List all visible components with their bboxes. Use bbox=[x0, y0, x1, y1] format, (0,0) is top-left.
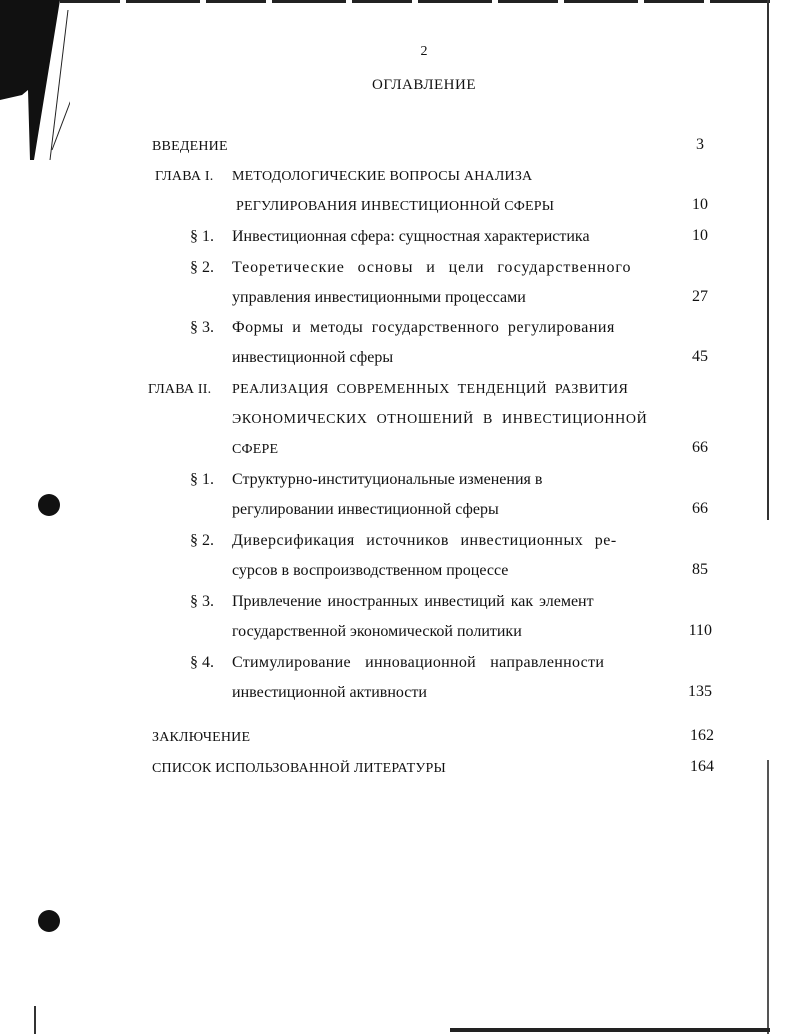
toc-ch2-sec1-line1: Структурно-институциональные изменения в bbox=[232, 471, 543, 488]
toc-ch1-sec1-line1: Инвестиционная сфера: сущностная характеристика bbox=[232, 228, 590, 245]
toc-ch2-sec2-line2: сурсов в воспроизводственном процессе bbox=[232, 562, 509, 579]
toc-conclusion-label: ЗАКЛЮЧЕНИЕ bbox=[152, 730, 251, 745]
toc-ch2-sec1-page: 66 bbox=[692, 500, 708, 517]
toc-ch1-sec3-page: 45 bbox=[692, 348, 708, 365]
toc-ch1-sec1-mark: § 1. bbox=[190, 228, 214, 245]
toc-chapter1-page: 10 bbox=[692, 196, 708, 213]
toc-ch1-sec3-line2: инвестиционной сферы bbox=[232, 349, 394, 366]
toc-ch2-sec4-line1: Стимулирование инновационной направленности bbox=[232, 654, 605, 671]
toc-ch2-sec3-page: 110 bbox=[688, 622, 712, 639]
toc-ch1-sec3-line1: Формы и методы государственного регулирования bbox=[232, 319, 615, 336]
toc-chapter1-title-line2: РЕГУЛИРОВАНИЯ ИНВЕСТИЦИОННОЙ СФЕРЫ bbox=[236, 199, 555, 214]
punch-hole-lower bbox=[38, 910, 60, 932]
toc-ch1-sec1-page: 10 bbox=[692, 227, 708, 244]
toc-ch1-sec2-line1: Теоретические основы и цели государственного bbox=[232, 259, 632, 276]
page-title: ОГЛАВЛЕНИЕ bbox=[372, 77, 476, 93]
toc-ch2-sec2-page: 85 bbox=[692, 561, 708, 578]
toc-references-page: 164 bbox=[690, 758, 714, 775]
toc-chapter1-title-line1: МЕТОДОЛОГИЧЕСКИЕ ВОПРОСЫ АНАЛИЗА bbox=[232, 169, 533, 184]
toc-chapter1-label: ГЛАВА I. bbox=[155, 169, 214, 184]
toc-ch2-sec4-page: 135 bbox=[688, 683, 712, 700]
page-number: 2 bbox=[420, 44, 428, 59]
toc-ch1-sec2-mark: § 2. bbox=[190, 259, 214, 276]
toc-ch2-sec4-mark: § 4. bbox=[190, 654, 214, 671]
scan-edge-bottom bbox=[450, 1028, 770, 1032]
toc-chapter2-label: ГЛАВА II. bbox=[148, 382, 212, 397]
toc-ch2-sec3-line1: Привлечение иностранных инвестиций как элемент bbox=[232, 593, 594, 610]
toc-ch2-sec1-line2: регулировании инвестиционной сферы bbox=[232, 501, 499, 518]
toc-ch2-sec3-mark: § 3. bbox=[190, 593, 214, 610]
toc-intro-page: 3 bbox=[696, 136, 704, 153]
toc-ch1-sec2-page: 27 bbox=[692, 288, 708, 305]
toc-chapter2-title-line1: РЕАЛИЗАЦИЯ СОВРЕМЕННЫХ ТЕНДЕНЦИЙ РАЗВИТИЯ bbox=[232, 382, 629, 397]
toc-chapter2-title-line3: СФЕРЕ bbox=[232, 442, 279, 457]
punch-hole-upper bbox=[38, 494, 60, 516]
toc-chapter2-title-line2: ЭКОНОМИЧЕСКИХ ОТНОШЕНИЙ В ИНВЕСТИЦИОННОЙ bbox=[232, 412, 648, 427]
scan-edge-left-bottom bbox=[34, 1006, 36, 1034]
scan-edge-top bbox=[60, 0, 770, 3]
toc-ch1-sec2-line2: управления инвестиционными процессами bbox=[232, 289, 526, 306]
toc-intro-label: ВВЕДЕНИЕ bbox=[152, 139, 228, 154]
toc-chapter2-page: 66 bbox=[692, 439, 708, 456]
toc-references-label: СПИСОК ИСПОЛЬЗОВАННОЙ ЛИТЕРАТУРЫ bbox=[152, 761, 446, 776]
toc-conclusion-page: 162 bbox=[690, 727, 714, 744]
scan-edge-right-lower bbox=[767, 760, 769, 1034]
toc-ch1-sec3-mark: § 3. bbox=[190, 319, 214, 336]
toc-ch2-sec2-line1: Диверсификация источников инвестиционных ре- bbox=[232, 532, 617, 549]
toc-ch2-sec2-mark: § 2. bbox=[190, 532, 214, 549]
toc-ch2-sec3-line2: государственной экономической политики bbox=[232, 623, 522, 640]
toc-ch2-sec1-mark: § 1. bbox=[190, 471, 214, 488]
toc-ch2-sec4-line2: инвестиционной активности bbox=[232, 684, 427, 701]
